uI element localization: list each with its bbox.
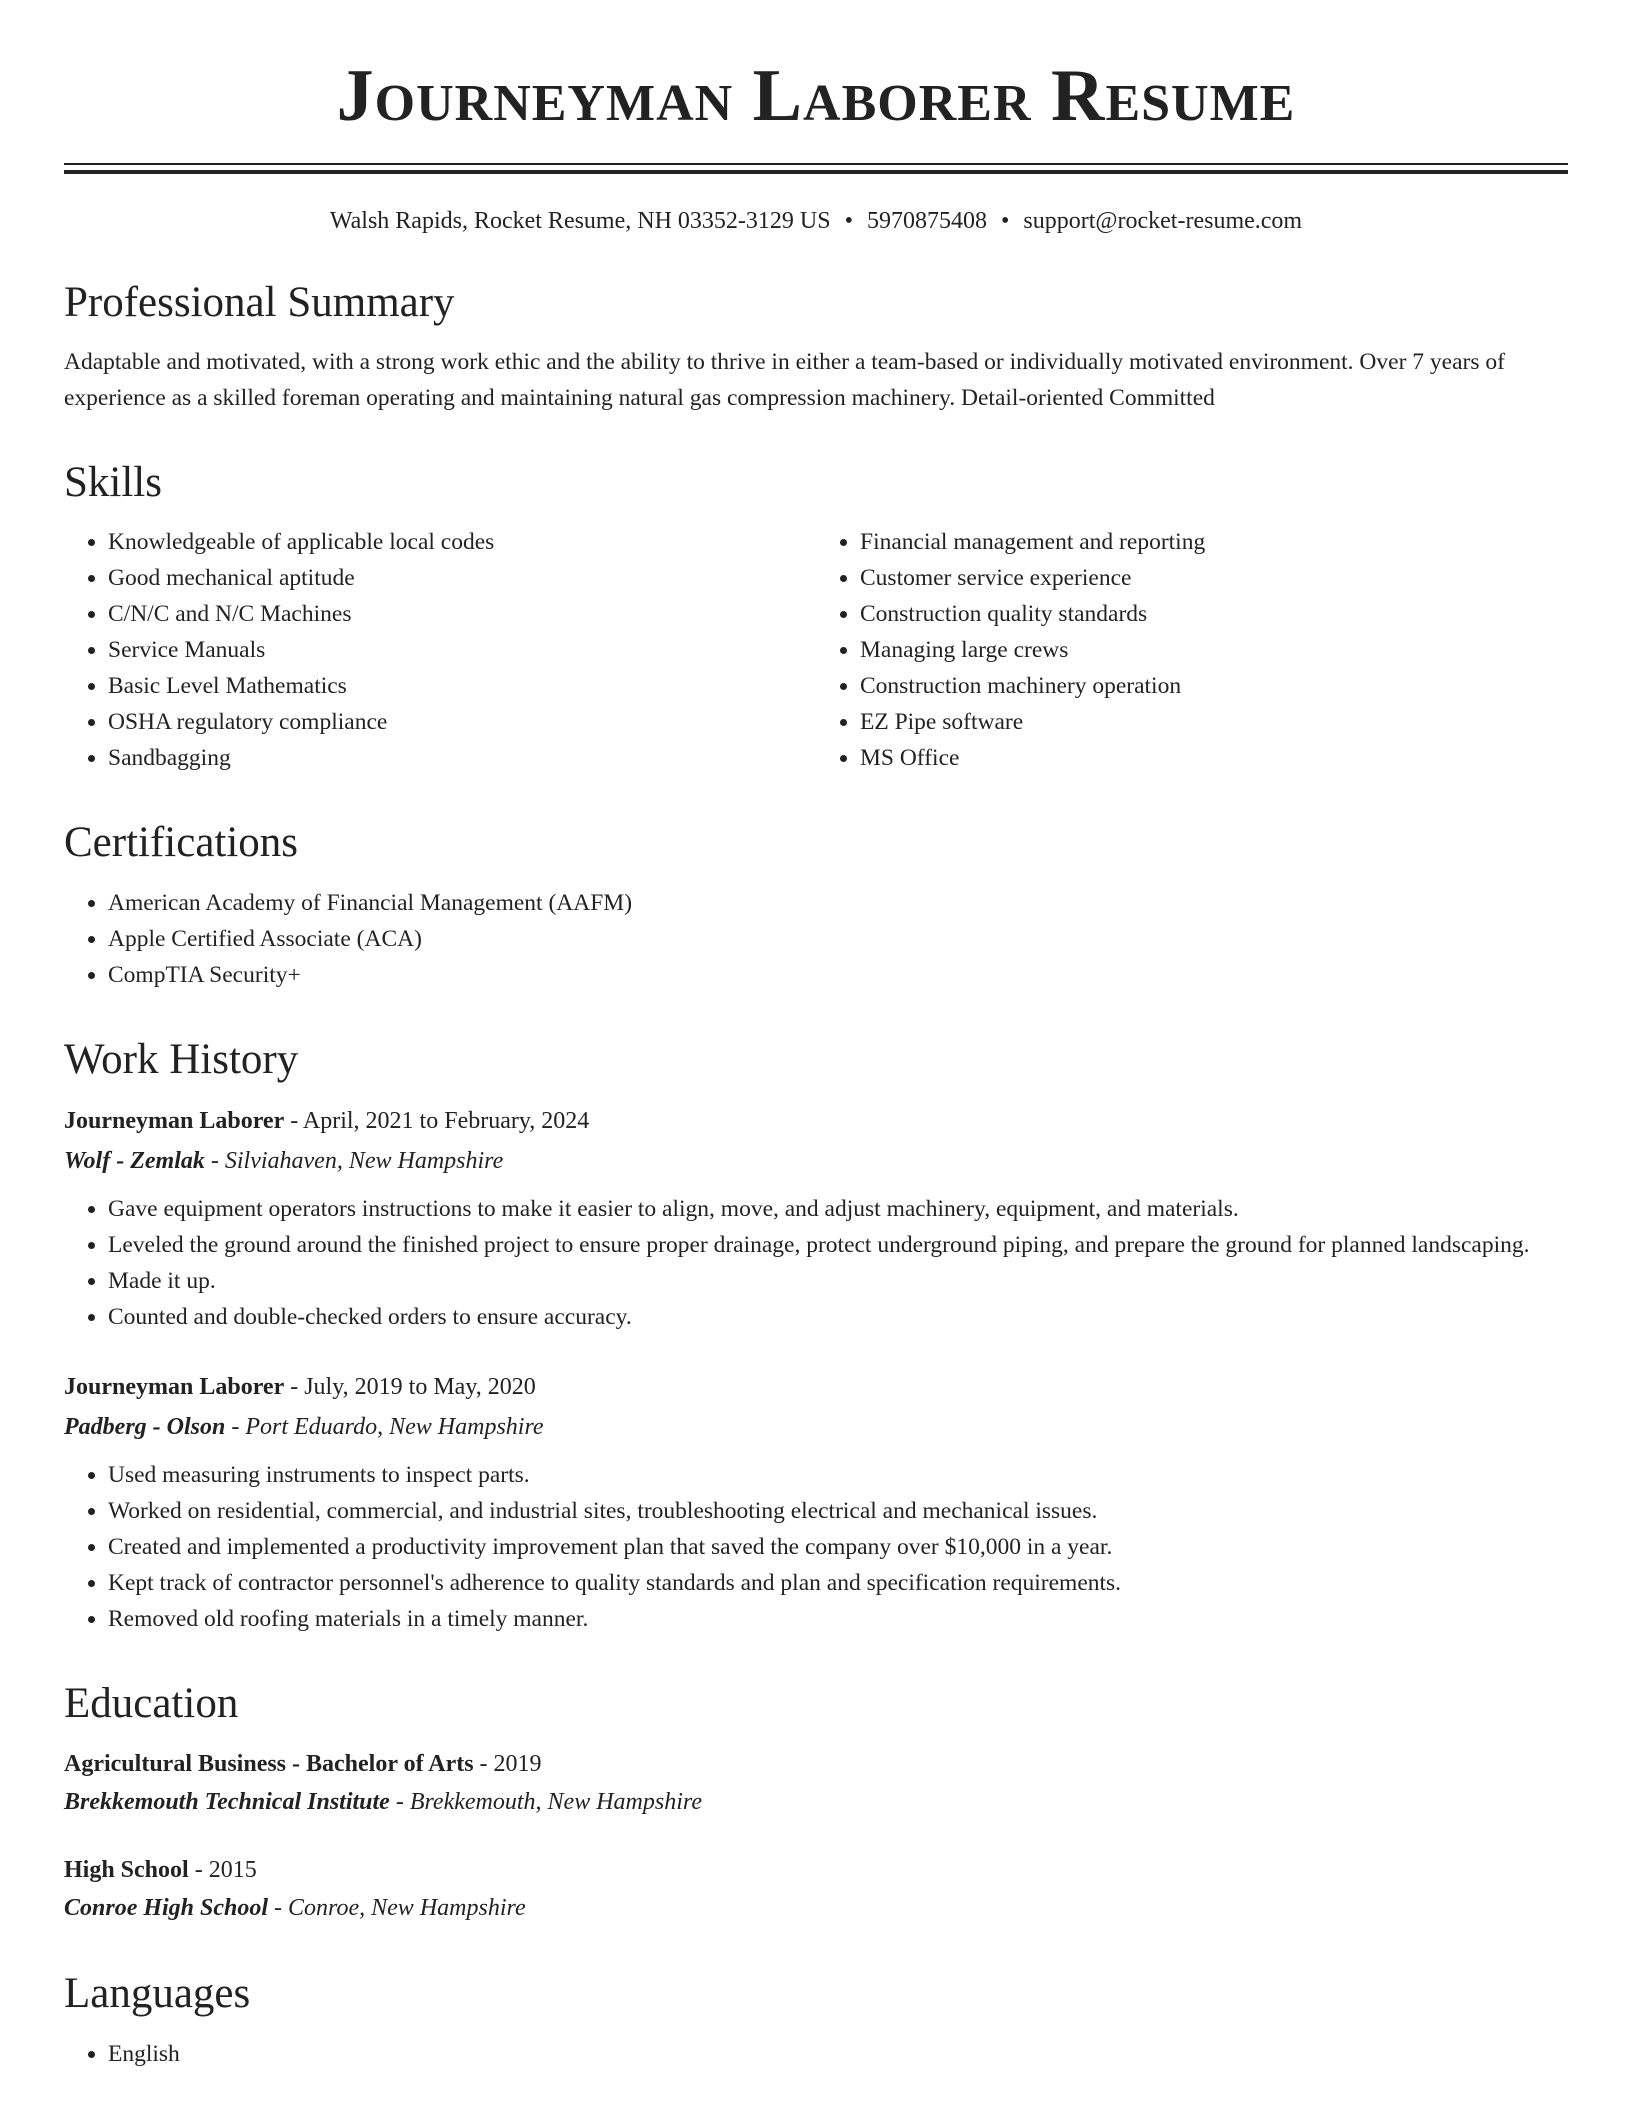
- contact-separator: •: [844, 208, 853, 235]
- education-institution: [64, 1783, 1568, 1821]
- education-degree: Agricultural Business - Bachelor of Arts: [64, 1751, 474, 1778]
- education-degree: High School: [64, 1857, 189, 1884]
- certification-item: • Apple Certified Associate (ACA): [108, 921, 1568, 957]
- certifications-section: [64, 819, 1568, 992]
- skill-item: • C/N/C and N/C Machines: [108, 596, 816, 632]
- certifications-heading: Certifications: [64, 819, 299, 867]
- summary-heading: Professional Summary: [64, 278, 455, 326]
- education-school: Conroe High School: [64, 1895, 269, 1922]
- job-bullets: [64, 1457, 1568, 1637]
- job-company: Wolf - Zemlak: [64, 1148, 205, 1175]
- skills-section: [64, 459, 1568, 776]
- contact-phone: 5970875408: [867, 208, 987, 235]
- skill-item: • Basic Level Mathematics: [108, 668, 816, 704]
- job-entry: [64, 1101, 1568, 1335]
- skill-item: • Financial management and reporting: [860, 524, 1568, 560]
- languages-list: [64, 2036, 1568, 2072]
- work-history-heading: Work History: [64, 1035, 299, 1083]
- education-heading: Education: [64, 1680, 239, 1728]
- job-location: - Port Eduardo, New Hampshire: [225, 1414, 544, 1441]
- job-bullet: • Made it up.: [108, 1263, 1568, 1299]
- language-item: • English: [108, 2036, 1568, 2072]
- job-bullet: • Used measuring instruments to inspect parts.: [108, 1457, 1568, 1493]
- education-header: [64, 1745, 1568, 1783]
- education-location: - Brekkemouth, New Hampshire: [389, 1789, 702, 1816]
- skill-item: • Good mechanical aptitude: [108, 560, 816, 596]
- job-bullet: • Worked on residential, commercial, and industrial sites, troubleshooting electrical and mechanical issues.: [108, 1493, 1568, 1529]
- summary-section: [64, 279, 1568, 416]
- skills-grid: [64, 524, 1568, 776]
- job-header: [64, 1101, 1568, 1141]
- skill-item: • Sandbagging: [108, 740, 816, 776]
- skill-item: • EZ Pipe software: [860, 704, 1568, 740]
- skill-item: • Construction quality standards: [860, 596, 1568, 632]
- job-location: - Silviahaven, New Hampshire: [204, 1148, 504, 1175]
- education-section: [64, 1680, 1568, 1927]
- title-divider: [64, 163, 1568, 174]
- job-bullet: • Gave equipment operators instructions to make it easier to align, move, and adjust machinery, equipment, and materials.: [108, 1191, 1568, 1227]
- work-history-section: [64, 1036, 1568, 1637]
- job-bullet: • Leveled the ground around the finished project to ensure proper drainage, protect underground piping, and prepare the ground for planned landscaping.: [108, 1227, 1568, 1263]
- job-title: Journeyman Laborer: [64, 1108, 285, 1135]
- job-header: [64, 1367, 1568, 1407]
- job-bullet: • Created and implemented a productivity improvement plan that saved the company over $10,000 in a year.: [108, 1529, 1568, 1565]
- skills-list-right: [816, 524, 1568, 776]
- job-bullet: • Removed old roofing materials in a timely manner.: [108, 1601, 1568, 1637]
- skill-item: • OSHA regulatory compliance: [108, 704, 816, 740]
- certifications-list: [64, 885, 1568, 993]
- skills-list-left: [64, 524, 816, 776]
- skill-item: • Managing large crews: [860, 632, 1568, 668]
- education-header: [64, 1851, 1568, 1889]
- contact-email: support@rocket-resume.com: [1023, 208, 1303, 235]
- certification-item: • CompTIA Security+: [108, 957, 1568, 993]
- education-year: - 2015: [188, 1857, 257, 1884]
- skill-item: • Knowledgeable of applicable local codes: [108, 524, 816, 560]
- education-school: Brekkemouth Technical Institute: [64, 1789, 390, 1816]
- job-company: Padberg - Olson: [64, 1414, 226, 1441]
- job-bullets: [64, 1191, 1568, 1335]
- job-bullet: • Counted and double-checked orders to ensure accuracy.: [108, 1299, 1568, 1335]
- skill-item: • Construction machinery operation: [860, 668, 1568, 704]
- education-location: - Conroe, New Hampshire: [268, 1895, 526, 1922]
- contact-line: [64, 207, 1568, 236]
- languages-section: [64, 1970, 1568, 2071]
- job-dates: - April, 2021 to February, 2024: [284, 1108, 590, 1135]
- education-entry: [64, 1745, 1568, 1821]
- contact-separator: •: [1001, 208, 1010, 235]
- skills-heading: Skills: [64, 459, 162, 507]
- skill-item: • Customer service experience: [860, 560, 1568, 596]
- education-entry: [64, 1851, 1568, 1927]
- education-year: - 2019: [473, 1751, 542, 1778]
- certification-item: • American Academy of Financial Management (AAFM): [108, 885, 1568, 921]
- contact-address: Walsh Rapids, Rocket Resume, NH 03352-3129 US: [329, 208, 831, 235]
- languages-heading: Languages: [64, 1970, 251, 2018]
- job-bullet: • Kept track of contractor personnel's adherence to quality standards and plan and specification requirements.: [108, 1565, 1568, 1601]
- job-dates: - July, 2019 to May, 2020: [284, 1374, 536, 1401]
- education-institution: [64, 1889, 1568, 1927]
- job-entry: [64, 1367, 1568, 1637]
- skill-item: • MS Office: [860, 740, 1568, 776]
- page-title: Journeyman Laborer Resume: [336, 55, 1296, 137]
- job-title: Journeyman Laborer: [64, 1374, 285, 1401]
- job-employer: [64, 1407, 1568, 1447]
- summary-text: Adaptable and motivated, with a strong work ethic and the ability to thrive in either a team-based or individually motivated environment. Over 7 years of experience as a skilled foreman operating and maintaining natural gas compression machinery. Detail-oriented Committed: [64, 349, 1505, 412]
- skill-item: • Service Manuals: [108, 632, 816, 668]
- job-employer: [64, 1141, 1568, 1181]
